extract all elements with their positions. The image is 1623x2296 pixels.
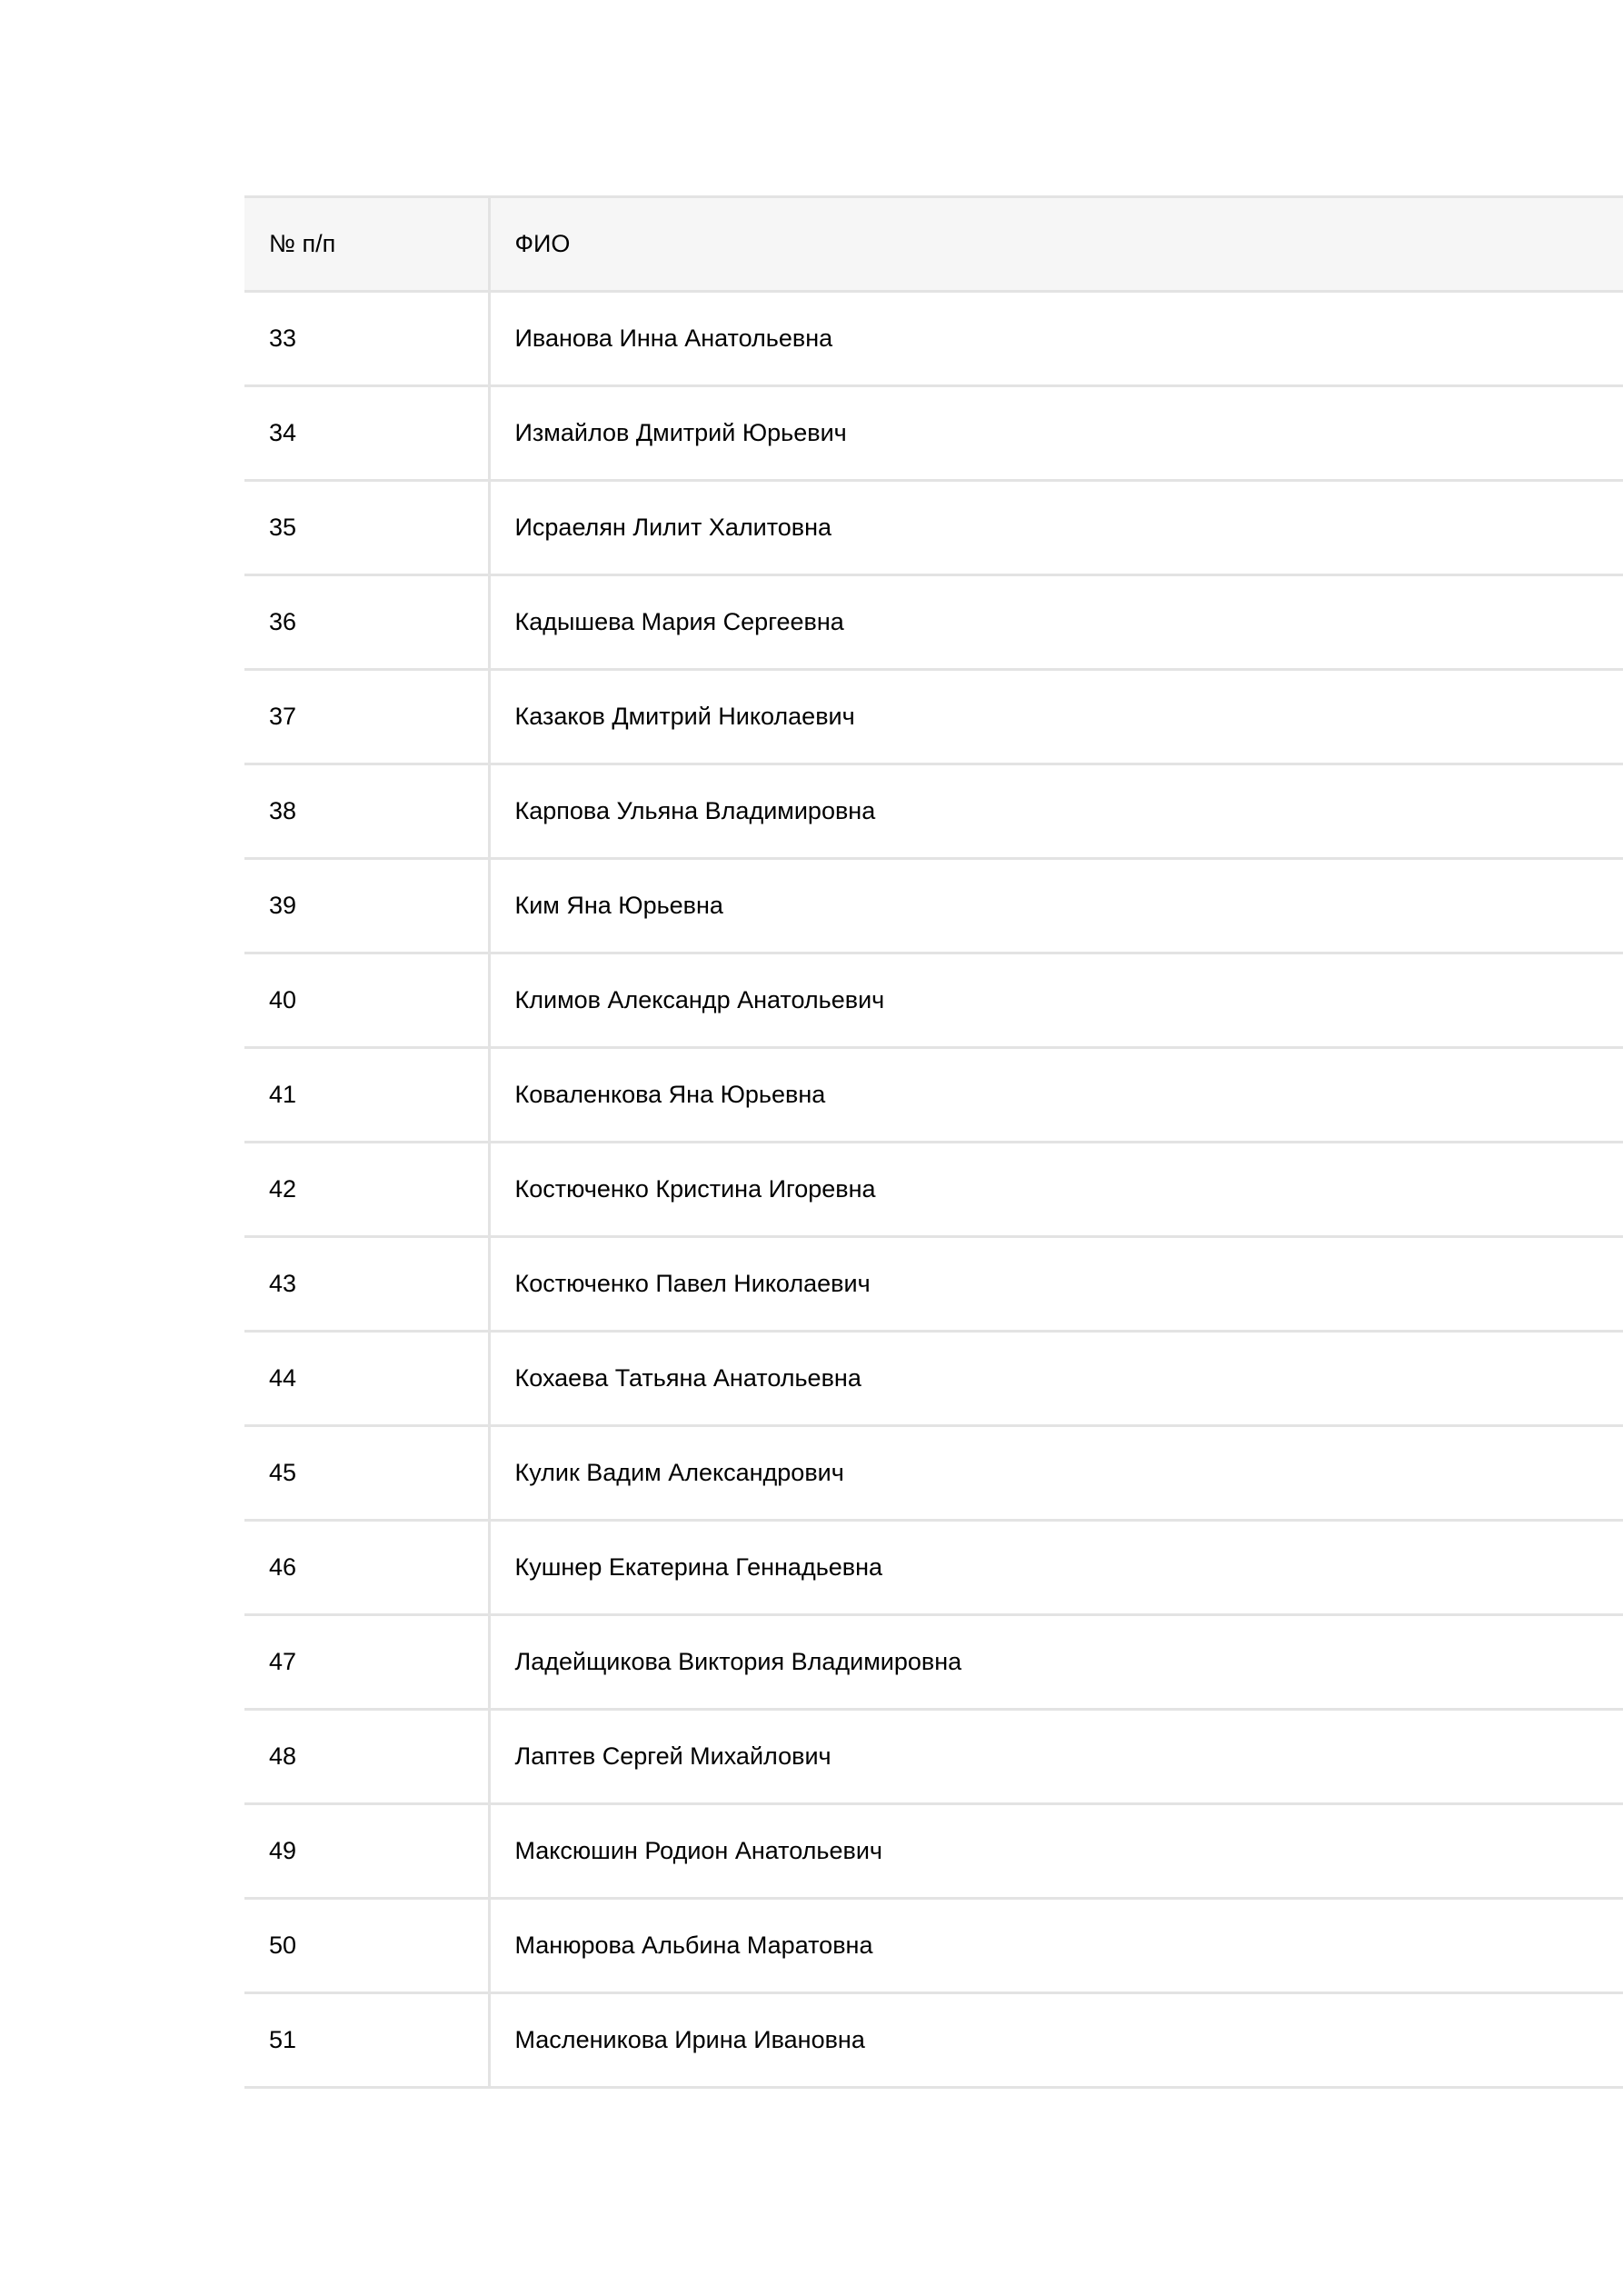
row-number: 42 xyxy=(244,1143,489,1237)
row-full-name: Максюшин Родион Анатольевич xyxy=(489,1804,1623,1899)
header-number: № п/п xyxy=(244,197,489,292)
table-row xyxy=(244,1521,1623,1615)
row-number: 46 xyxy=(244,1521,489,1615)
row-number: 45 xyxy=(244,1426,489,1521)
row-full-name: Казаков Дмитрий Николаевич xyxy=(489,670,1623,764)
header-full-name: ФИО xyxy=(489,197,1623,292)
row-full-name: Исраелян Лилит Халитовна xyxy=(489,481,1623,575)
row-number: 34 xyxy=(244,386,489,481)
row-full-name: Ким Яна Юрьевна xyxy=(489,859,1623,953)
row-full-name: Карпова Ульяна Владимировна xyxy=(489,764,1623,859)
row-number: 39 xyxy=(244,859,489,953)
table-row xyxy=(244,1993,1623,2088)
table-row xyxy=(244,859,1623,953)
row-number: 33 xyxy=(244,292,489,386)
row-number: 41 xyxy=(244,1048,489,1143)
row-number: 40 xyxy=(244,953,489,1048)
row-full-name: Коваленкова Яна Юрьевна xyxy=(489,1048,1623,1143)
row-number: 36 xyxy=(244,575,489,670)
table-row xyxy=(244,1615,1623,1710)
row-number: 37 xyxy=(244,670,489,764)
row-number: 48 xyxy=(244,1710,489,1804)
participants-table xyxy=(244,195,1623,2089)
row-number: 49 xyxy=(244,1804,489,1899)
table-row xyxy=(244,1710,1623,1804)
row-full-name: Масленикова Ирина Ивановна xyxy=(489,1993,1623,2088)
table-row xyxy=(244,1804,1623,1899)
row-number: 35 xyxy=(244,481,489,575)
table-row xyxy=(244,764,1623,859)
row-full-name: Ладейщикова Виктория Владимировна xyxy=(489,1615,1623,1710)
row-number: 47 xyxy=(244,1615,489,1710)
table-row xyxy=(244,1237,1623,1332)
row-full-name: Манюрова Альбина Маратовна xyxy=(489,1899,1623,1993)
row-number: 44 xyxy=(244,1332,489,1426)
table-row xyxy=(244,481,1623,575)
row-number: 50 xyxy=(244,1899,489,1993)
table-row xyxy=(244,386,1623,481)
row-full-name: Костюченко Кристина Игоревна xyxy=(489,1143,1623,1237)
table-header-row xyxy=(244,197,1623,292)
row-full-name: Кохаева Татьяна Анатольевна xyxy=(489,1332,1623,1426)
row-full-name: Иванова Инна Анатольевна xyxy=(489,292,1623,386)
row-full-name: Лаптев Сергей Михайлович xyxy=(489,1710,1623,1804)
row-full-name: Измайлов Дмитрий Юрьевич xyxy=(489,386,1623,481)
table-row xyxy=(244,1899,1623,1993)
row-full-name: Климов Александр Анатольевич xyxy=(489,953,1623,1048)
row-number: 43 xyxy=(244,1237,489,1332)
table-row xyxy=(244,1143,1623,1237)
table-row xyxy=(244,575,1623,670)
table-row xyxy=(244,953,1623,1048)
row-full-name: Костюченко Павел Николаевич xyxy=(489,1237,1623,1332)
table-row xyxy=(244,1332,1623,1426)
row-number: 38 xyxy=(244,764,489,859)
row-number: 51 xyxy=(244,1993,489,2088)
row-full-name: Кадышева Мария Сергеевна xyxy=(489,575,1623,670)
row-full-name: Кулик Вадим Александрович xyxy=(489,1426,1623,1521)
row-full-name: Кушнер Екатерина Геннадьевна xyxy=(489,1521,1623,1615)
table-row xyxy=(244,292,1623,386)
table-row xyxy=(244,1426,1623,1521)
table-row xyxy=(244,670,1623,764)
table-row xyxy=(244,1048,1623,1143)
